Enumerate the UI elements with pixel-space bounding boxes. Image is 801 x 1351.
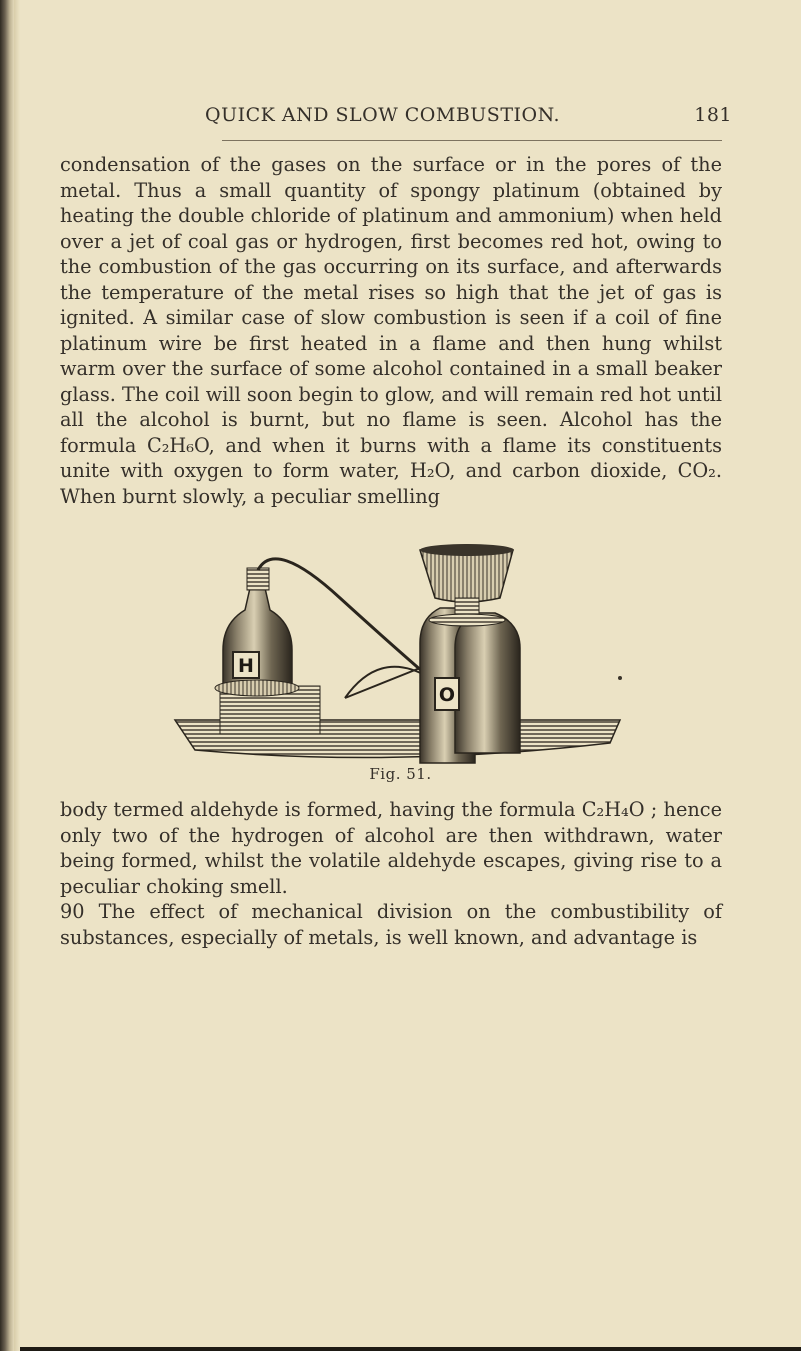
funnel-rim [420,544,514,556]
figure-51 [165,528,645,766]
header-rule [222,140,722,141]
paragraph-aldehyde: body termed aldehyde is formed, having the formula C₂H₄O ; hence only two of the hydrogen of alcohol are then withdrawn, water being formed, whilst the volatile aldehyde escapes, giving rise to a peculiar choking smell. [60,798,722,898]
jar-neck [247,568,269,590]
paragraph-continued: condensation of the gases on the surface or in the pores of the metal. Thus a small quantity of spongy platinum (obtained by heating the double chloride of platinum and ammonium) when held over a jet of coal gas or hydrogen, first becomes red hot, owing to the combustion of the gas occurring on its surface, and afterwards the temperature of the metal rises so high that the jet of gas is ignited. A similar case of slow combustion is seen if a coil of fine platinum wire be first heated in a flame and then hung whilst warm over the surface of some alcohol contained in a small beaker glass. The coil will soon begin to glow, and will remain red hot until all the alcohol is burnt, but no flame is seen. Alcohol has the formula C₂H₆O, and when it burns with a flame its constituents unite with oxygen to form water, H₂O, and carbon dioxide, CO₂. When burnt slowly, a peculiar smelling [60,153,722,508]
speck [618,676,622,680]
book-spine-shadow [0,0,14,1351]
running-title: QUICK AND SLOW COMBUSTION. [205,104,561,126]
jar-rim [215,680,299,696]
body-text-bottom [60,797,722,950]
running-header [60,100,740,130]
label-h: H [238,655,254,677]
label-o: O [438,684,456,706]
body-text-top [60,152,722,509]
funnel-stem [455,598,479,616]
figure-caption: Fig. 51. [369,765,432,783]
page-number: 181 [694,104,732,126]
oxygen-jar [455,613,520,753]
page-bottom-edge [20,1347,801,1351]
apparatus-illustration [165,528,645,766]
page-gutter [14,0,20,1351]
paragraph-90: 90 The effect of mechanical division on the combustibility of substances, especially of metals, is well known, and advantage is [60,900,722,949]
jar-cap [429,614,505,626]
